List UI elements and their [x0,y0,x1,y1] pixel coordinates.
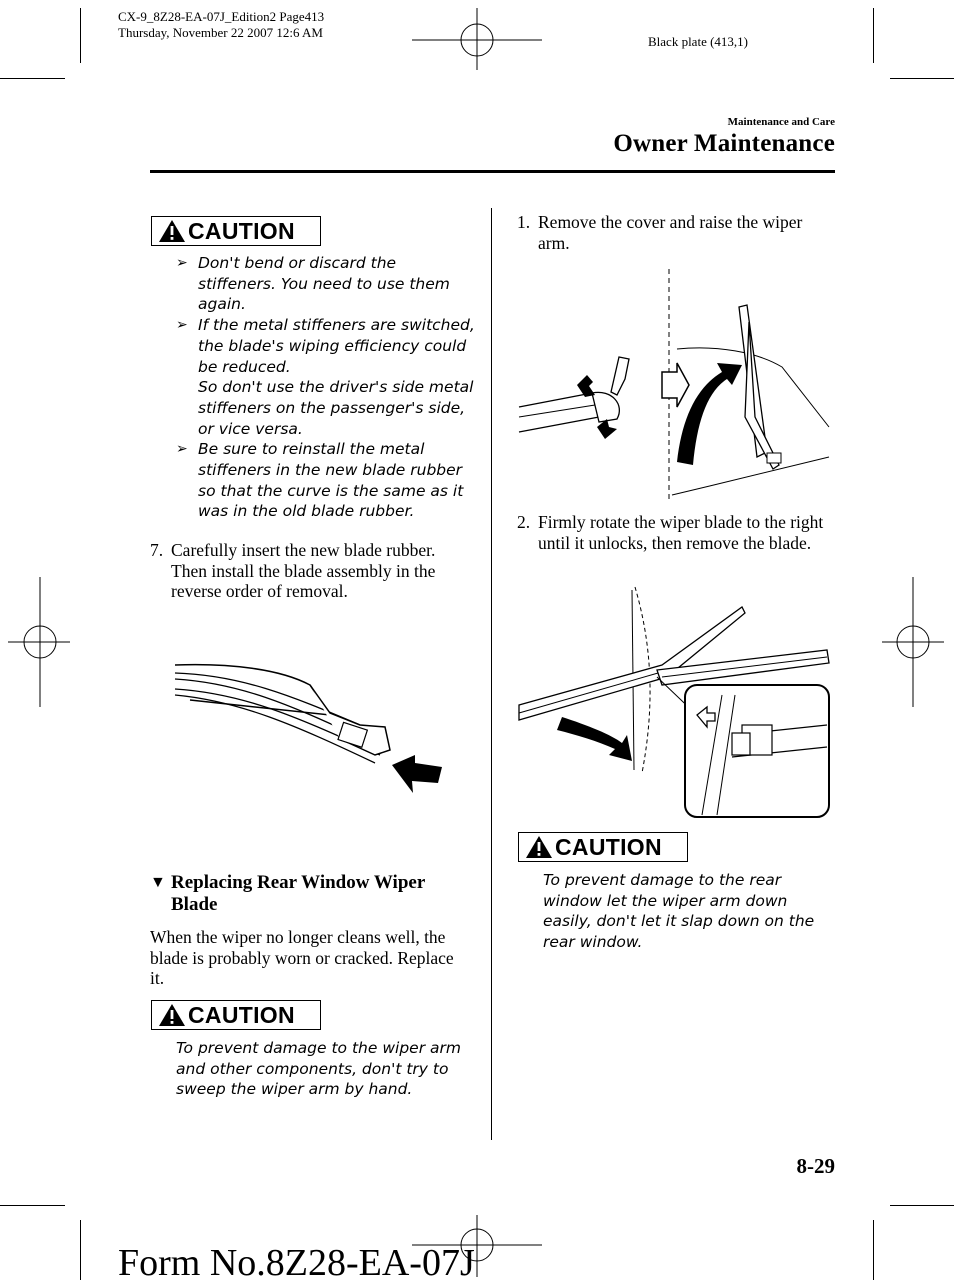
print-slug-file: CX-9_8Z28-EA-07J_Edition2 Page413 [118,9,325,24]
step-7 [150,540,462,602]
caution-text: To prevent damage to the rear window let the wiper arm down easily, don't let it slap down on the rear window. [543,871,815,952]
body-paragraph: When the wiper no longer cleans well, the blade is probably worn or cracked. Replace it. [150,927,454,988]
warning-icon [525,835,553,859]
form-number: Form No.8Z28-EA-07J [118,1242,475,1284]
section-label: Maintenance and Care [727,116,835,128]
warning-icon [158,1003,186,1027]
blade-insert-illustration [170,655,450,800]
step-number: 2. [517,512,531,532]
page-title: Owner Maintenance [613,130,835,157]
step-text: Carefully insert the new blade rubber. Then install the blade assembly in the reverse order of removal. [171,540,436,601]
caution-item-text-extra: So don't use the driver's side metal stiffeners on the passenger's side, or vice versa. [198,378,474,438]
caution-item [176,253,476,315]
caution-item-text: Be sure to reinstall the metal stiffeners in the new blade rubber so that the curve is the same as it was in the old blade rubber. [198,440,464,521]
caution-label: CAUTION [555,833,662,860]
step-1 [517,212,832,253]
header-rule [150,170,835,173]
step-text: Firmly rotate the wiper blade to the right until it unlocks, then remove the blade. [538,512,824,553]
print-slug [118,9,324,41]
step-number: 7. [150,540,164,560]
bullet-arrow-icon: ➢ [176,441,188,458]
rotate-blade-illustration [517,585,832,820]
caution-item-text: If the metal stiffeners are switched, the blade's wiping efficiency could be reduced. [198,316,475,376]
caution-text: To prevent damage to the wiper arm and other components, don't try to sweep the wiper arm by hand. [176,1039,461,1099]
print-slug-date: Thursday, November 22 2007 12:6 AM [118,25,323,40]
registration-mark-right [882,577,944,707]
warning-icon [158,219,186,243]
caution-header [151,216,321,246]
caution-header [151,1000,321,1030]
down-triangle-icon: ▼ [150,874,166,891]
caution-item-text: Don't bend or discard the stiffeners. You need to use them again. [198,254,450,314]
caution-list-1 [176,253,476,522]
page-number: 8-29 [796,1154,835,1178]
caution-label: CAUTION [188,1001,295,1028]
step-2 [517,512,832,553]
registration-mark-left [8,577,70,707]
bullet-arrow-icon: ➢ [176,255,188,271]
caution-header [518,832,688,862]
plate-label: Black plate (413,1) [648,34,748,49]
caution-label: CAUTION [188,217,295,244]
raise-wiper-arm-illustration [517,267,832,502]
step-text: Remove the cover and raise the wiper arm. [538,212,803,253]
step-number: 1. [517,212,531,232]
column-divider [491,208,492,1140]
bullet-arrow-icon: ➢ [176,317,188,334]
caution-item [176,439,476,522]
caution-item [176,315,476,439]
subheading [150,872,470,916]
registration-mark-top [412,8,542,70]
subheading-text: Replacing Rear Window Wiper Blade [171,872,425,915]
